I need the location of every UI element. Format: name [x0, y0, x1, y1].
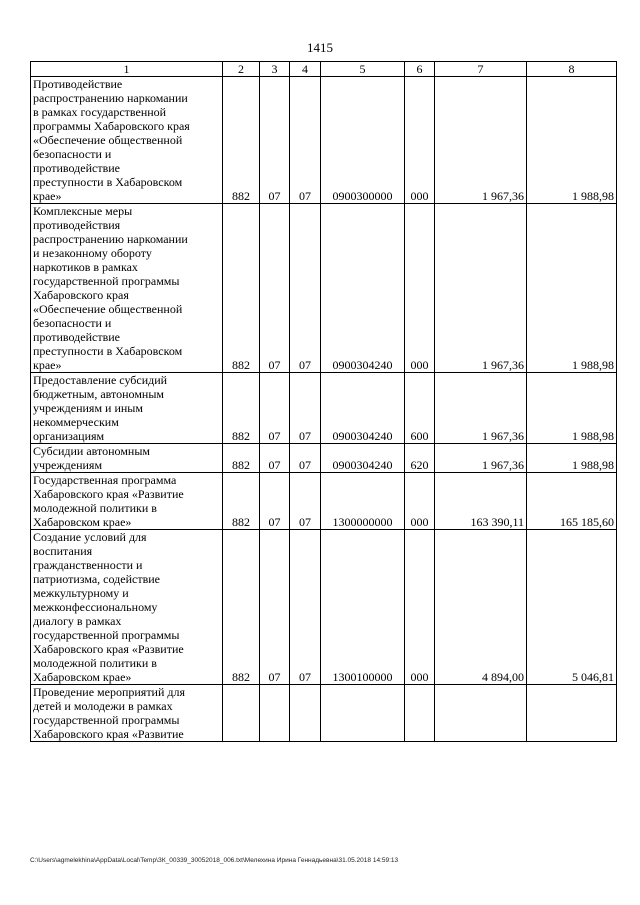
subsection-code: 07	[290, 204, 321, 373]
item-name-line: Хабаровском крае»	[33, 515, 132, 529]
file-path-footer: C:\Users\agmelekhina\AppData\Local\Temp\ЗК_00339_30052018_006.txt\Мелехина Ирина Геннадьевна\31.05.2018 14:59:13	[30, 857, 399, 864]
amount-year-2: 165 185,60	[527, 473, 617, 530]
item-name-line: некоммерческим	[33, 415, 119, 429]
item-name-line: Государственная программа	[33, 473, 177, 487]
table-row	[31, 373, 617, 444]
item-name-line: Хабаровском крае»	[33, 670, 132, 684]
item-name-line: преступности в Хабаровском	[33, 344, 183, 358]
amount-year-2: 1 988,98	[527, 204, 617, 373]
item-name-line: распространению наркомании	[33, 232, 188, 246]
item-name	[31, 77, 223, 204]
amount-year-1: 1 967,36	[435, 444, 527, 473]
table-row	[31, 473, 617, 530]
section-code: 07	[260, 77, 290, 204]
subsection-code: 07	[290, 373, 321, 444]
department-code: 882	[223, 530, 260, 685]
item-name-line: в рамках государственной	[33, 105, 167, 119]
item-name	[31, 685, 223, 742]
item-name	[31, 373, 223, 444]
item-name-line: «Обеспечение общественной	[33, 302, 183, 316]
subsection-code: 07	[290, 473, 321, 530]
target-article-code: 0900304240	[321, 204, 405, 373]
column-header: 4	[290, 62, 321, 77]
subsection-code: 07	[290, 77, 321, 204]
target-article-code: 0900304240	[321, 373, 405, 444]
amount-year-1: 163 390,11	[435, 473, 527, 530]
page-number: 1415	[307, 40, 333, 55]
item-name-line: межкультурному и	[33, 586, 129, 600]
item-name-line: распространению наркомании	[33, 91, 188, 105]
section-code: 07	[260, 473, 290, 530]
item-name-line: Комплексные меры	[33, 204, 133, 218]
item-name-line: крае»	[33, 189, 62, 203]
item-name-line: государственной программы	[33, 713, 180, 727]
section-code: 07	[260, 204, 290, 373]
item-name-line: Субсидии автономным	[33, 444, 150, 458]
item-name-line: Предоставление субсидий	[33, 373, 168, 387]
item-name-line: и незаконному обороту	[33, 246, 152, 260]
item-name-line: противодействие	[33, 161, 121, 175]
item-name-line: «Обеспечение общественной	[33, 133, 183, 147]
item-name-line: безопасности и	[33, 147, 112, 161]
table-row	[31, 444, 617, 473]
item-name-line: молодежной политики в	[33, 656, 157, 670]
budget-table	[30, 61, 617, 742]
table-row	[31, 204, 617, 373]
column-header: 2	[223, 62, 260, 77]
item-name-line: организациям	[33, 429, 105, 443]
item-name-line: диалогу в рамках	[33, 614, 122, 628]
expense-type-code: 000	[405, 473, 435, 530]
item-name-line: программы Хабаровского края	[33, 119, 190, 133]
target-article-code	[321, 685, 405, 742]
item-name-line: крае»	[33, 358, 62, 372]
amount-year-1	[435, 685, 527, 742]
item-name-line: государственной программы	[33, 274, 180, 288]
item-name-line: Хабаровского края «Развитие	[33, 642, 184, 656]
item-name-line: Хабаровского края «Развитие	[33, 487, 184, 501]
item-name	[31, 530, 223, 685]
item-name-line: учреждениям и иным	[33, 401, 143, 415]
amount-year-2: 1 988,98	[527, 77, 617, 204]
target-article-code: 1300000000	[321, 473, 405, 530]
item-name-line: противодействия	[33, 218, 121, 232]
subsection-code: 07	[290, 530, 321, 685]
section-code: 07	[260, 444, 290, 473]
item-name-line: Создание условий для	[33, 530, 147, 544]
item-name-line: Хабаровского края «Развитие	[33, 727, 184, 741]
column-header: 5	[321, 62, 405, 77]
item-name-line: патриотизма, содействие	[33, 572, 160, 586]
item-name	[31, 473, 223, 530]
amount-year-1: 4 894,00	[435, 530, 527, 685]
item-name-line: гражданственности и	[33, 558, 143, 572]
department-code: 882	[223, 373, 260, 444]
item-name	[31, 204, 223, 373]
item-name-line: молодежной политики в	[33, 501, 157, 515]
amount-year-2: 1 988,98	[527, 444, 617, 473]
expense-type-code	[405, 685, 435, 742]
item-name-line: Хабаровского края	[33, 288, 129, 302]
section-code	[260, 685, 290, 742]
subsection-code: 07	[290, 444, 321, 473]
expense-type-code: 000	[405, 530, 435, 685]
item-name-line: Проведение мероприятий для	[33, 685, 186, 699]
column-header: 3	[260, 62, 290, 77]
item-name-line: безопасности и	[33, 316, 112, 330]
item-name-line: детей и молодежи в рамках	[33, 699, 173, 713]
amount-year-2: 1 988,98	[527, 373, 617, 444]
department-code: 882	[223, 204, 260, 373]
amount-year-2	[527, 685, 617, 742]
expense-type-code: 620	[405, 444, 435, 473]
section-code: 07	[260, 530, 290, 685]
table-row	[31, 685, 617, 742]
item-name-line: государственной программы	[33, 628, 180, 642]
amount-year-1: 1 967,36	[435, 373, 527, 444]
item-name-line: преступности в Хабаровском	[33, 175, 183, 189]
expense-type-code: 000	[405, 204, 435, 373]
item-name-line: бюджетным, автономным	[33, 387, 164, 401]
department-code: 882	[223, 444, 260, 473]
expense-type-code: 000	[405, 77, 435, 204]
subsection-code	[290, 685, 321, 742]
item-name-line: учреждениям	[33, 458, 103, 472]
item-name-line: противодействие	[33, 330, 121, 344]
table-header-row	[31, 62, 617, 77]
table-row	[31, 530, 617, 685]
target-article-code: 0900304240	[321, 444, 405, 473]
expense-type-code: 600	[405, 373, 435, 444]
target-article-code: 0900300000	[321, 77, 405, 204]
department-code: 882	[223, 473, 260, 530]
column-header: 8	[527, 62, 617, 77]
item-name-line: воспитания	[33, 544, 93, 558]
item-name-line: межконфессиональному	[33, 600, 158, 614]
table-row	[31, 77, 617, 204]
item-name-line: наркотиков в рамках	[33, 260, 138, 274]
department-code: 882	[223, 77, 260, 204]
department-code	[223, 685, 260, 742]
section-code: 07	[260, 373, 290, 444]
item-name-line: Противодействие	[33, 77, 123, 91]
amount-year-2: 5 046,81	[527, 530, 617, 685]
target-article-code: 1300100000	[321, 530, 405, 685]
column-header: 7	[435, 62, 527, 77]
column-header: 1	[31, 62, 223, 77]
amount-year-1: 1 967,36	[435, 77, 527, 204]
amount-year-1: 1 967,36	[435, 204, 527, 373]
column-header: 6	[405, 62, 435, 77]
item-name	[31, 444, 223, 473]
